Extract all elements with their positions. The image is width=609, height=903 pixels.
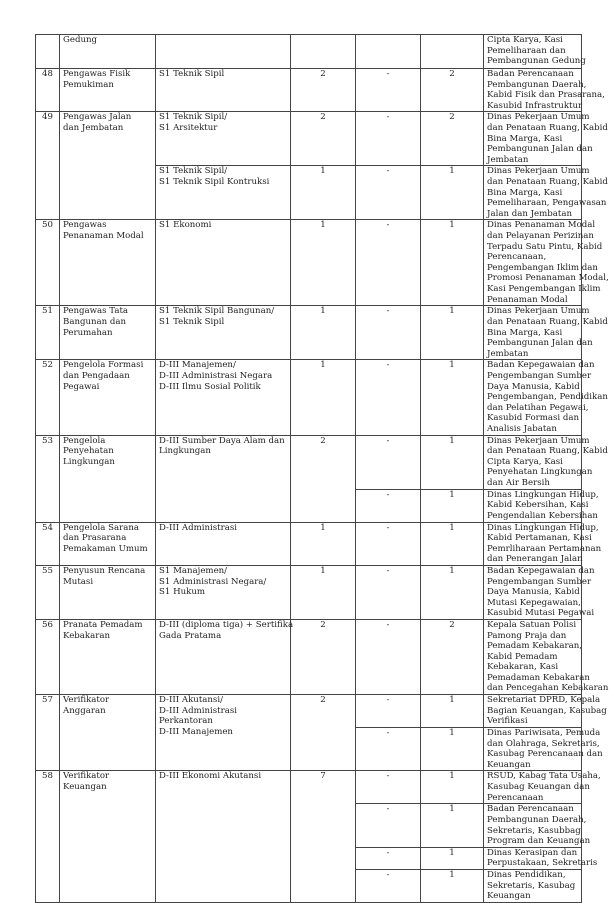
count-cell: 2 bbox=[421, 619, 484, 694]
mid-cell: - bbox=[356, 489, 421, 522]
unit-line: Dinas Pendidikan, bbox=[487, 870, 566, 880]
education-cell bbox=[156, 695, 291, 771]
total-cell: 2 bbox=[291, 69, 356, 112]
education-line: S1 Arsitektur bbox=[159, 122, 218, 133]
unit-cell bbox=[484, 771, 601, 804]
unit-line: Perencanaan, bbox=[487, 252, 547, 263]
total-cell: 7 bbox=[291, 771, 356, 903]
unit-line: Perpustakaan, Sekretaris bbox=[487, 858, 598, 869]
position-line: Pengelola bbox=[63, 435, 106, 446]
unit-line: Dinas Lingkungan Hidup, bbox=[487, 489, 599, 500]
unit-line: Sekretaris, Kasubag bbox=[487, 880, 576, 891]
position-line: Pengawas Tata bbox=[63, 306, 129, 317]
unit-line: Badan Perencanaan bbox=[487, 804, 574, 815]
position-line: dan Pengadaan bbox=[63, 370, 130, 381]
unit-line: Pengembangan, Pendidikan bbox=[487, 392, 608, 403]
row-number bbox=[36, 35, 60, 69]
education-line: S1 Ekonomi bbox=[159, 220, 212, 231]
unit-line: Mutasi Kepegawaian, bbox=[487, 597, 581, 608]
unit-line: Pemadam Kebakaran, bbox=[487, 641, 582, 652]
unit-line: dan Olahraga, Sekretaris, bbox=[487, 738, 600, 749]
unit-line: Jembatan bbox=[487, 348, 529, 359]
position-name bbox=[60, 306, 156, 360]
table-row bbox=[36, 522, 582, 565]
position-line: Verifikator bbox=[63, 771, 110, 782]
education-line: D-III Manajemen/ bbox=[159, 360, 236, 371]
unit-line: Pemeliharaan, Pengawasan bbox=[487, 198, 607, 209]
unit-line: dan Penataan Ruang, Kabid bbox=[487, 122, 608, 133]
unit-line: Pengendalian Kebersihan bbox=[487, 510, 598, 521]
mid-cell: - bbox=[356, 522, 421, 565]
education-cell bbox=[156, 306, 291, 360]
education-cell bbox=[156, 619, 294, 694]
unit-line: Daya Manusia, Kabid bbox=[487, 381, 580, 392]
education-cell bbox=[156, 166, 291, 220]
unit-line: Dinas Pariwisata, Pemuda bbox=[487, 728, 601, 739]
unit-line: Cipta Karya, Kasi bbox=[487, 456, 563, 467]
education-line: S1 Teknik Sipil Kontruksi bbox=[159, 176, 270, 187]
unit-line: dan Pencegahan Kebakaran bbox=[487, 683, 609, 694]
unit-line: Kabid Fisik dan Prasarana, bbox=[487, 90, 605, 101]
total-cell: 2 bbox=[291, 435, 356, 522]
mid-cell: - bbox=[356, 112, 421, 166]
unit-line: Kasubag Keuangan dan bbox=[487, 782, 590, 793]
row-number: 55 bbox=[36, 565, 60, 619]
unit-line: RSUD, Kabag Tata Usaha, bbox=[487, 771, 601, 782]
position-line: Pemakaman Umum bbox=[63, 543, 148, 554]
count-cell: 1 bbox=[421, 306, 484, 360]
row-number: 56 bbox=[36, 619, 60, 694]
row-number: 58 bbox=[36, 771, 60, 903]
unit-cell bbox=[484, 804, 591, 847]
unit-line: Penanaman Modal bbox=[487, 294, 568, 305]
education-cell bbox=[156, 435, 291, 522]
unit-line: Pengembangan Sumber bbox=[487, 370, 592, 381]
education-line: D-III Akutansi/ bbox=[159, 695, 223, 706]
position-line: Pengawas Jalan bbox=[63, 112, 132, 123]
unit-line: Pembangunan Gedung bbox=[487, 56, 586, 67]
unit-line: Jalan dan Jembatan bbox=[487, 208, 573, 219]
unit-line: dan Penataan Ruang, Kabid bbox=[487, 446, 608, 457]
table-row bbox=[36, 360, 582, 435]
position-name bbox=[60, 35, 156, 69]
unit-line: Bina Marga, Kasi bbox=[487, 133, 563, 144]
count-cell: 1 bbox=[421, 804, 484, 847]
unit-cell bbox=[484, 306, 608, 360]
education-cell bbox=[156, 522, 291, 565]
position-line: Pengelola Sarana bbox=[63, 522, 140, 533]
unit-cell bbox=[484, 220, 609, 306]
total-cell: 1 bbox=[291, 565, 356, 619]
row-number: 49 bbox=[36, 112, 60, 220]
position-line: Perumahan bbox=[63, 327, 113, 338]
unit-cell bbox=[484, 870, 582, 903]
education-line: S1 Teknik Sipil/ bbox=[159, 112, 228, 123]
mid-cell: - bbox=[356, 166, 421, 220]
unit-line: Pemadaman Kebakaran bbox=[487, 672, 590, 683]
row-number: 57 bbox=[36, 695, 60, 771]
position-line: Keuangan bbox=[63, 782, 107, 793]
unit-line: Badan Kepegawaian dan bbox=[487, 565, 595, 576]
count-cell: 2 bbox=[421, 69, 484, 112]
education-cell bbox=[156, 220, 291, 306]
unit-cell bbox=[484, 166, 608, 220]
unit-line: Kasubid Mutasi Pegawai bbox=[487, 608, 595, 619]
unit-line: Badan Kepegawaian dan bbox=[487, 360, 595, 371]
total-cell: 2 bbox=[291, 112, 356, 166]
unit-line: Keuangan bbox=[487, 759, 531, 770]
position-line: Pengelola Formasi bbox=[63, 360, 144, 371]
unit-line: Dinas Pekerjaan Umum bbox=[487, 112, 590, 123]
total-cell: 1 bbox=[291, 360, 356, 435]
table-row bbox=[36, 771, 582, 804]
unit-line: dan Penataan Ruang, Kabid bbox=[487, 176, 608, 187]
education-line: S1 Teknik Sipil/ bbox=[159, 166, 228, 177]
mid-cell bbox=[356, 35, 421, 69]
row-number: 52 bbox=[36, 360, 60, 435]
position-name bbox=[60, 360, 156, 435]
education-cell bbox=[156, 565, 291, 619]
position-line: Bangunan dan bbox=[63, 316, 127, 327]
position-line: Anggaran bbox=[63, 705, 106, 716]
mid-cell: - bbox=[356, 847, 421, 869]
unit-line: Pengembangan Iklim dan bbox=[487, 262, 598, 273]
position-line: Penanaman Modal bbox=[63, 230, 144, 241]
position-line: Pemukiman bbox=[63, 79, 114, 90]
count-cell: 1 bbox=[421, 522, 484, 565]
unit-cell bbox=[484, 489, 599, 522]
unit-cell bbox=[484, 435, 608, 489]
unit-line: dan Air Bersih bbox=[487, 477, 550, 488]
position-line: Lingkungan bbox=[63, 456, 115, 467]
mid-cell: - bbox=[356, 220, 421, 306]
unit-line: Kasubid Formasi dan bbox=[487, 413, 580, 424]
count-cell: 1 bbox=[421, 847, 484, 869]
position-line: Pegawai bbox=[63, 381, 100, 392]
count-cell: 1 bbox=[421, 771, 484, 804]
count-cell: 1 bbox=[421, 565, 484, 619]
total-cell bbox=[291, 35, 356, 69]
unit-line: dan Penataan Ruang, Kabid bbox=[487, 316, 608, 327]
count-cell: 1 bbox=[421, 728, 484, 771]
position-line: Penyusun Rencana bbox=[63, 565, 146, 576]
table-row bbox=[36, 35, 582, 69]
unit-line: Program dan Keuangan bbox=[487, 836, 591, 847]
count-cell: 1 bbox=[421, 870, 484, 903]
table-row bbox=[36, 619, 582, 694]
position-line: Kebakaran bbox=[63, 630, 110, 641]
unit-line: dan Pelayanan Perizinan bbox=[487, 230, 594, 241]
unit-line: Pemrliharaan Pertamanan bbox=[487, 543, 602, 554]
unit-cell bbox=[484, 112, 608, 166]
unit-line: Kasubid Infrastruktur bbox=[487, 100, 583, 111]
position-line: dan Prasarana bbox=[63, 533, 127, 544]
count-cell: 1 bbox=[421, 695, 484, 728]
unit-line: Dinas Pekerjaan Umum bbox=[487, 166, 590, 177]
total-cell: 1 bbox=[291, 220, 356, 306]
total-cell: 2 bbox=[291, 695, 356, 771]
unit-cell bbox=[484, 69, 605, 112]
count-cell: 2 bbox=[421, 112, 484, 166]
unit-line: Daya Manusia, Kabid bbox=[487, 587, 580, 598]
row-number: 54 bbox=[36, 522, 60, 565]
education-line: D-III Ilmu Sosial Politik bbox=[159, 381, 261, 392]
unit-line: Dinas Penanaman Modal bbox=[487, 220, 596, 231]
education-line: Gada Pratama bbox=[159, 630, 222, 641]
count-cell: 1 bbox=[421, 489, 484, 522]
unit-line: Kabid Pemadam bbox=[487, 651, 558, 662]
unit-line: Sekretaris, Kasubbag bbox=[487, 825, 581, 836]
position-name bbox=[60, 112, 156, 220]
table-row bbox=[36, 69, 582, 112]
mid-cell: - bbox=[356, 69, 421, 112]
unit-line: Pengembangan Sumber bbox=[487, 576, 592, 587]
position-line: Pranata Pemadam bbox=[63, 619, 143, 630]
row-number: 51 bbox=[36, 306, 60, 360]
mid-cell: - bbox=[356, 435, 421, 489]
unit-line: Kebakaran, Kasi bbox=[487, 662, 559, 673]
mid-cell: - bbox=[356, 565, 421, 619]
unit-line: Promosi Penanaman Modal, bbox=[487, 273, 609, 284]
unit-cell bbox=[484, 695, 607, 728]
mid-cell: - bbox=[356, 728, 421, 771]
position-name bbox=[60, 435, 156, 522]
education-line: D-III Sumber Daya Alam dan bbox=[159, 435, 285, 446]
education-line: S1 Manajemen/ bbox=[159, 565, 228, 576]
unit-line: Pembangunan Jalan dan bbox=[487, 144, 593, 155]
count-cell: 1 bbox=[421, 166, 484, 220]
unit-line: Kabid Pertamanan, Kasi bbox=[487, 533, 592, 544]
education-line: D-III Administrasi bbox=[159, 522, 238, 533]
unit-cell bbox=[484, 522, 602, 565]
position-name bbox=[60, 69, 156, 112]
education-line: S1 Teknik Sipil bbox=[159, 316, 225, 327]
row-number: 53 bbox=[36, 435, 60, 522]
unit-line: Dinas Lingkungan Hidup, bbox=[487, 522, 599, 533]
unit-line: Pembangunan Jalan dan bbox=[487, 338, 593, 349]
unit-line: Kabid Kebersihan, Kasi bbox=[487, 500, 589, 511]
position-line: Penyehatan bbox=[63, 446, 114, 457]
education-line: D-III Manajemen bbox=[159, 726, 233, 737]
unit-line: Sekretariat DPRD, Kepala bbox=[487, 695, 601, 706]
unit-line: dan Penerangan Jalan bbox=[487, 554, 583, 565]
unit-line: Bagian Keuangan, Kasubag bbox=[487, 705, 607, 716]
position-line: Pengawas bbox=[63, 220, 107, 231]
table-body bbox=[36, 35, 609, 903]
education-cell bbox=[156, 69, 291, 112]
table-row bbox=[36, 695, 582, 728]
position-name bbox=[60, 565, 156, 619]
position-line: dan Jembatan bbox=[63, 122, 124, 133]
table-row bbox=[36, 220, 582, 306]
education-cell bbox=[156, 112, 291, 166]
mid-cell: - bbox=[356, 771, 421, 804]
education-line: D-III Administrasi Negara bbox=[159, 370, 273, 381]
table-row bbox=[36, 565, 582, 619]
total-cell: 1 bbox=[291, 306, 356, 360]
position-line: Pengawas Fisik bbox=[63, 69, 131, 79]
table-row bbox=[36, 112, 582, 166]
education-line: Perkantoran bbox=[159, 716, 213, 727]
unit-line: Terpadu Satu Pintu, Kabid bbox=[487, 241, 603, 252]
unit-cell bbox=[484, 565, 595, 619]
unit-line: Perencanaan bbox=[487, 792, 544, 803]
unit-line: Pembangunan Daerah, bbox=[487, 815, 587, 826]
mid-cell: - bbox=[356, 695, 421, 728]
count-cell: 1 bbox=[421, 435, 484, 489]
unit-line: Dinas Pekerjaan Umum bbox=[487, 435, 590, 446]
education-line: S1 Teknik Sipil Bangunan/ bbox=[159, 306, 275, 317]
education-line: Lingkungan bbox=[159, 446, 211, 457]
unit-cell bbox=[484, 619, 609, 694]
unit-line: Bina Marga, Kasi bbox=[487, 187, 563, 198]
education-cell bbox=[156, 360, 291, 435]
unit-cell bbox=[484, 728, 603, 771]
education-line: S1 Hukum bbox=[159, 587, 206, 598]
table-row bbox=[36, 435, 582, 489]
unit-line: Pamong Praja dan bbox=[487, 630, 567, 641]
mid-cell: - bbox=[356, 360, 421, 435]
unit-line: Dinas Pekerjaan Umum bbox=[487, 306, 590, 317]
unit-line: Analisis Jabatan bbox=[487, 423, 557, 434]
position-name bbox=[60, 771, 156, 903]
education-line: D-III (diploma tiga) + Sertifika bbox=[159, 619, 294, 630]
count-cell bbox=[421, 35, 484, 69]
position-line: Verifikator bbox=[63, 695, 110, 706]
unit-line: Verifikasi bbox=[487, 716, 528, 727]
unit-cell bbox=[484, 847, 598, 869]
unit-line: Dinas Kerasipan dan bbox=[487, 847, 578, 858]
unit-line: Penyehatan Lingkungan bbox=[487, 467, 593, 478]
total-cell: 1 bbox=[291, 522, 356, 565]
position-line: Gedung bbox=[63, 35, 98, 45]
unit-line: Badan Perencanaan bbox=[487, 69, 574, 79]
unit-line: Jembatan bbox=[487, 154, 529, 165]
unit-line: Pembangunan Daerah, bbox=[487, 79, 587, 90]
position-name bbox=[60, 220, 156, 306]
mid-cell: - bbox=[356, 619, 421, 694]
count-cell: 1 bbox=[421, 220, 484, 306]
count-cell: 1 bbox=[421, 360, 484, 435]
unit-cell bbox=[484, 35, 586, 69]
unit-line: Pemeliharaan dan bbox=[487, 45, 566, 56]
position-line: Mutasi bbox=[63, 576, 94, 587]
mid-cell: - bbox=[356, 804, 421, 847]
education-line: D-III Administrasi bbox=[159, 705, 238, 716]
mid-cell: - bbox=[356, 306, 421, 360]
unit-line: Kasi Pengembangan Iklim bbox=[487, 283, 601, 294]
position-name bbox=[60, 695, 156, 771]
table-row bbox=[36, 306, 582, 360]
row-number: 50 bbox=[36, 220, 60, 306]
mid-cell: - bbox=[356, 870, 421, 903]
unit-line: Keuangan bbox=[487, 891, 531, 902]
unit-line: Bina Marga, Kasi bbox=[487, 327, 563, 338]
position-table bbox=[35, 34, 609, 903]
education-line: S1 Administrasi Negara/ bbox=[159, 576, 267, 587]
position-name bbox=[60, 522, 156, 565]
education-line: S1 Teknik Sipil bbox=[159, 69, 225, 79]
position-name bbox=[60, 619, 156, 694]
unit-line: Cipta Karya, Kasi bbox=[487, 35, 563, 45]
education-cell bbox=[156, 771, 291, 903]
row-number: 48 bbox=[36, 69, 60, 112]
education-cell bbox=[156, 35, 291, 69]
unit-line: Kasubag Perencanaan dan bbox=[487, 749, 603, 760]
education-line: D-III Ekonomi Akutansi bbox=[159, 771, 262, 782]
total-cell: 1 bbox=[291, 166, 356, 220]
total-cell: 2 bbox=[291, 619, 356, 694]
unit-cell bbox=[484, 360, 608, 435]
unit-line: dan Pelatihan Pegawai, bbox=[487, 402, 589, 413]
unit-line: Kepala Satuan Polisi bbox=[487, 619, 577, 630]
